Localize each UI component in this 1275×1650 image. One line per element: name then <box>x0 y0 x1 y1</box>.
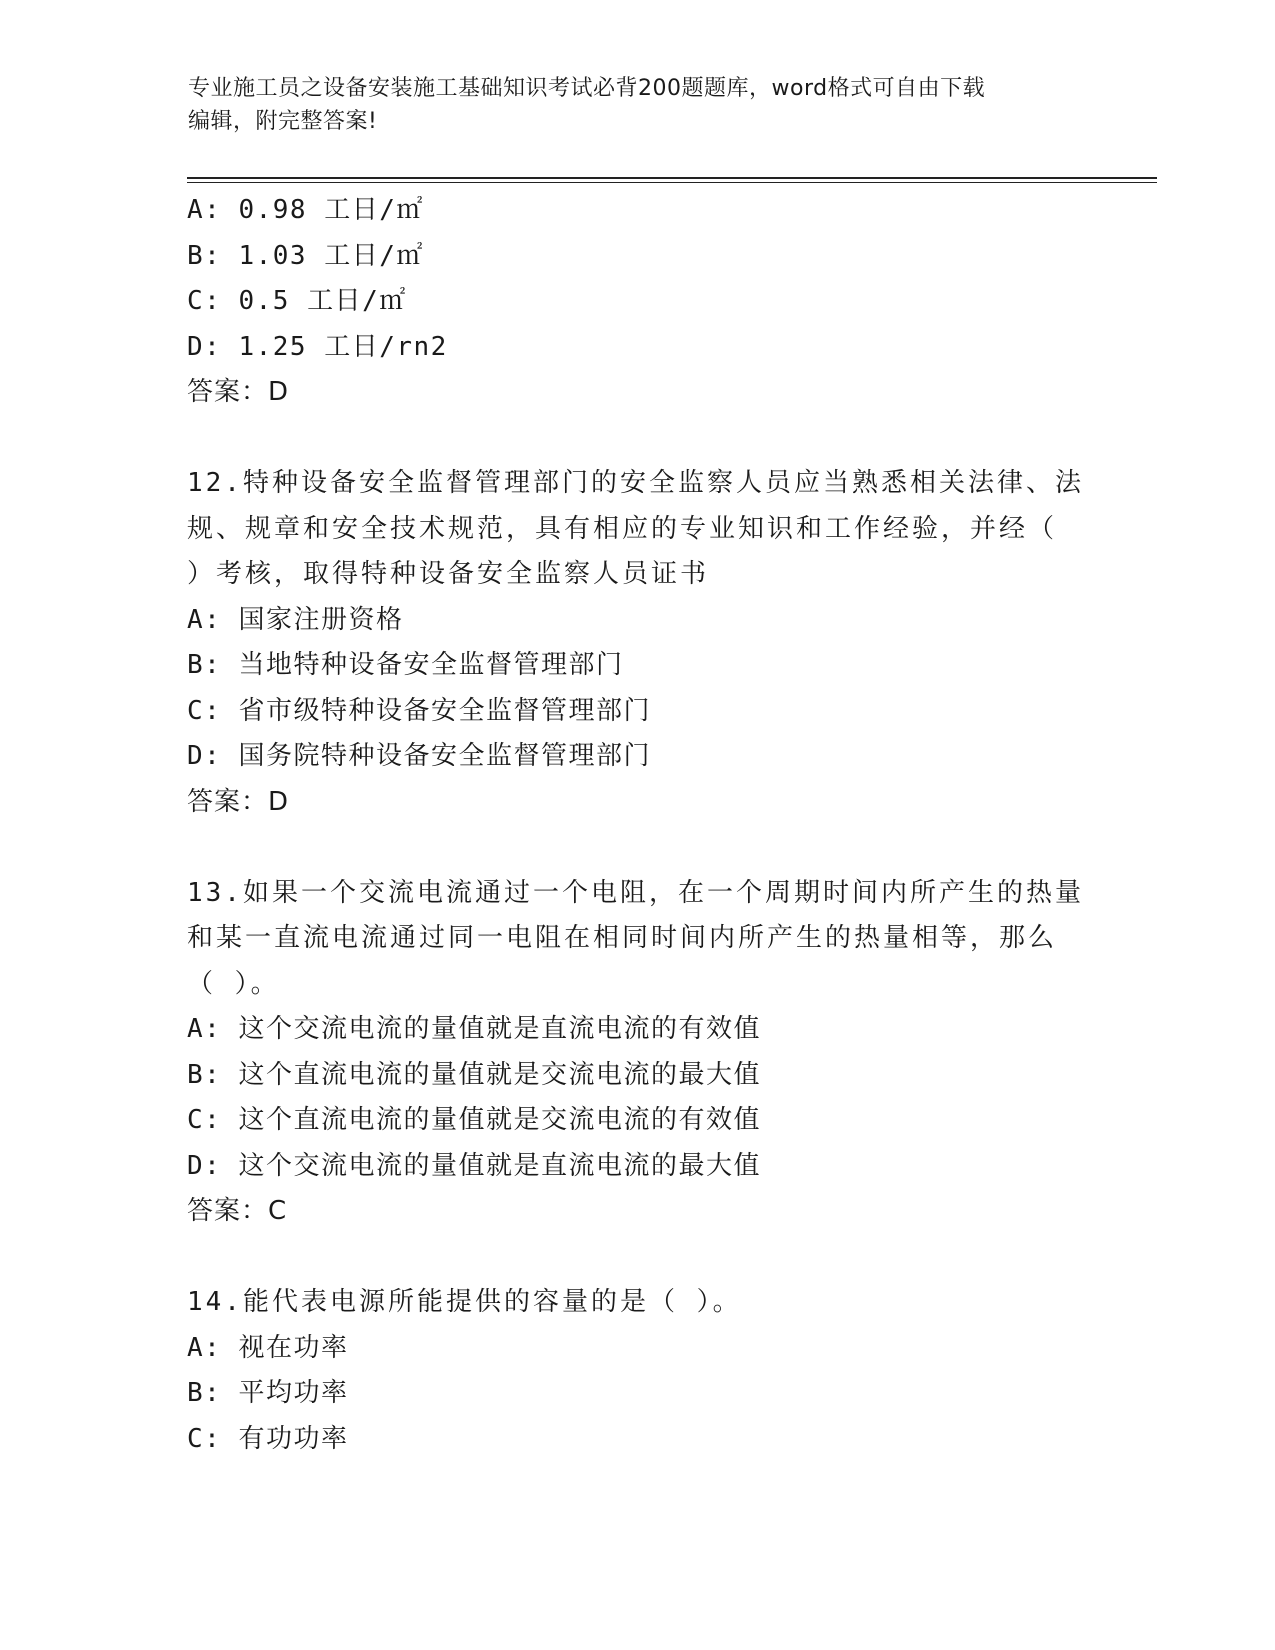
option-c: C: 省市级特种设备安全监督管理部门 <box>187 695 651 726</box>
option-d: D: 1.25 工日/rn2 <box>187 331 448 362</box>
question-spacer <box>187 1235 1087 1281</box>
option-a: A: 视在功率 <box>187 1332 349 1363</box>
question-text <box>187 871 1087 1008</box>
question-text <box>187 461 1087 598</box>
option-b: B: 当地特种设备安全监督管理部门 <box>187 650 624 680</box>
question-text-line: 规、规章和安全技术规范，具有相应的专业知识和工作经验，并经（ <box>187 513 1058 544</box>
question-spacer <box>187 416 1087 462</box>
question-spacer <box>187 825 1087 871</box>
option-c: C: 0.5 工日/㎡ <box>187 286 407 316</box>
question-text-line: ）考核，取得特种设备安全监察人员证书 <box>187 559 710 589</box>
question-text-line: （ ）。 <box>187 968 280 999</box>
question-text-line: 13.如果一个交流电流通过一个电阻，在一个周期时间内所产生的热量 <box>187 877 1084 908</box>
option-b: B: 1.03 工日/㎡ <box>187 240 424 271</box>
option-d: D: 国务院特种设备安全监督管理部门 <box>187 741 651 771</box>
question-14 <box>187 1280 1087 1462</box>
document-header <box>188 72 1068 138</box>
question-12 <box>187 461 1087 825</box>
option-b: B: 平均功率 <box>187 1378 349 1408</box>
option-d: D: 这个交流电流的量值就是直流电流的最大值 <box>187 1150 761 1181</box>
answer: 答案：C <box>187 1196 288 1226</box>
header-divider <box>187 177 1157 183</box>
option-c: C: 这个直流电流的量值就是交流电流的有效值 <box>187 1105 761 1135</box>
option-a: A: 这个交流电流的量值就是直流电流的有效值 <box>187 1014 761 1044</box>
question-text-line: 14.能代表电源所能提供的容量的是（ ）。 <box>187 1287 742 1317</box>
answer: 答案：D <box>187 377 290 407</box>
question-list <box>187 188 1087 1462</box>
question-13 <box>187 871 1087 1235</box>
header-title-line-2: 编辑，附完整答案! <box>188 109 378 134</box>
question-11 <box>187 188 1087 416</box>
answer: 答案：D <box>187 786 290 817</box>
header-title-line-1: 专业施工员之设备安装施工基础知识考试必背200题题库，word格式可自由下载 <box>188 76 986 101</box>
option-c: C: 有功功率 <box>187 1423 349 1454</box>
option-a: A: 0.98 工日/㎡ <box>187 195 424 225</box>
question-text-line: 12.特种设备安全监督管理部门的安全监察人员应当熟悉相关法律、法 <box>187 468 1084 498</box>
question-text-line: 和某一直流电流通过同一电阻在相同时间内所产生的热量相等，那么 <box>187 923 1058 953</box>
option-a: A: 国家注册资格 <box>187 604 404 635</box>
question-text <box>187 1280 1087 1326</box>
option-b: B: 这个直流电流的量值就是交流电流的最大值 <box>187 1059 761 1090</box>
